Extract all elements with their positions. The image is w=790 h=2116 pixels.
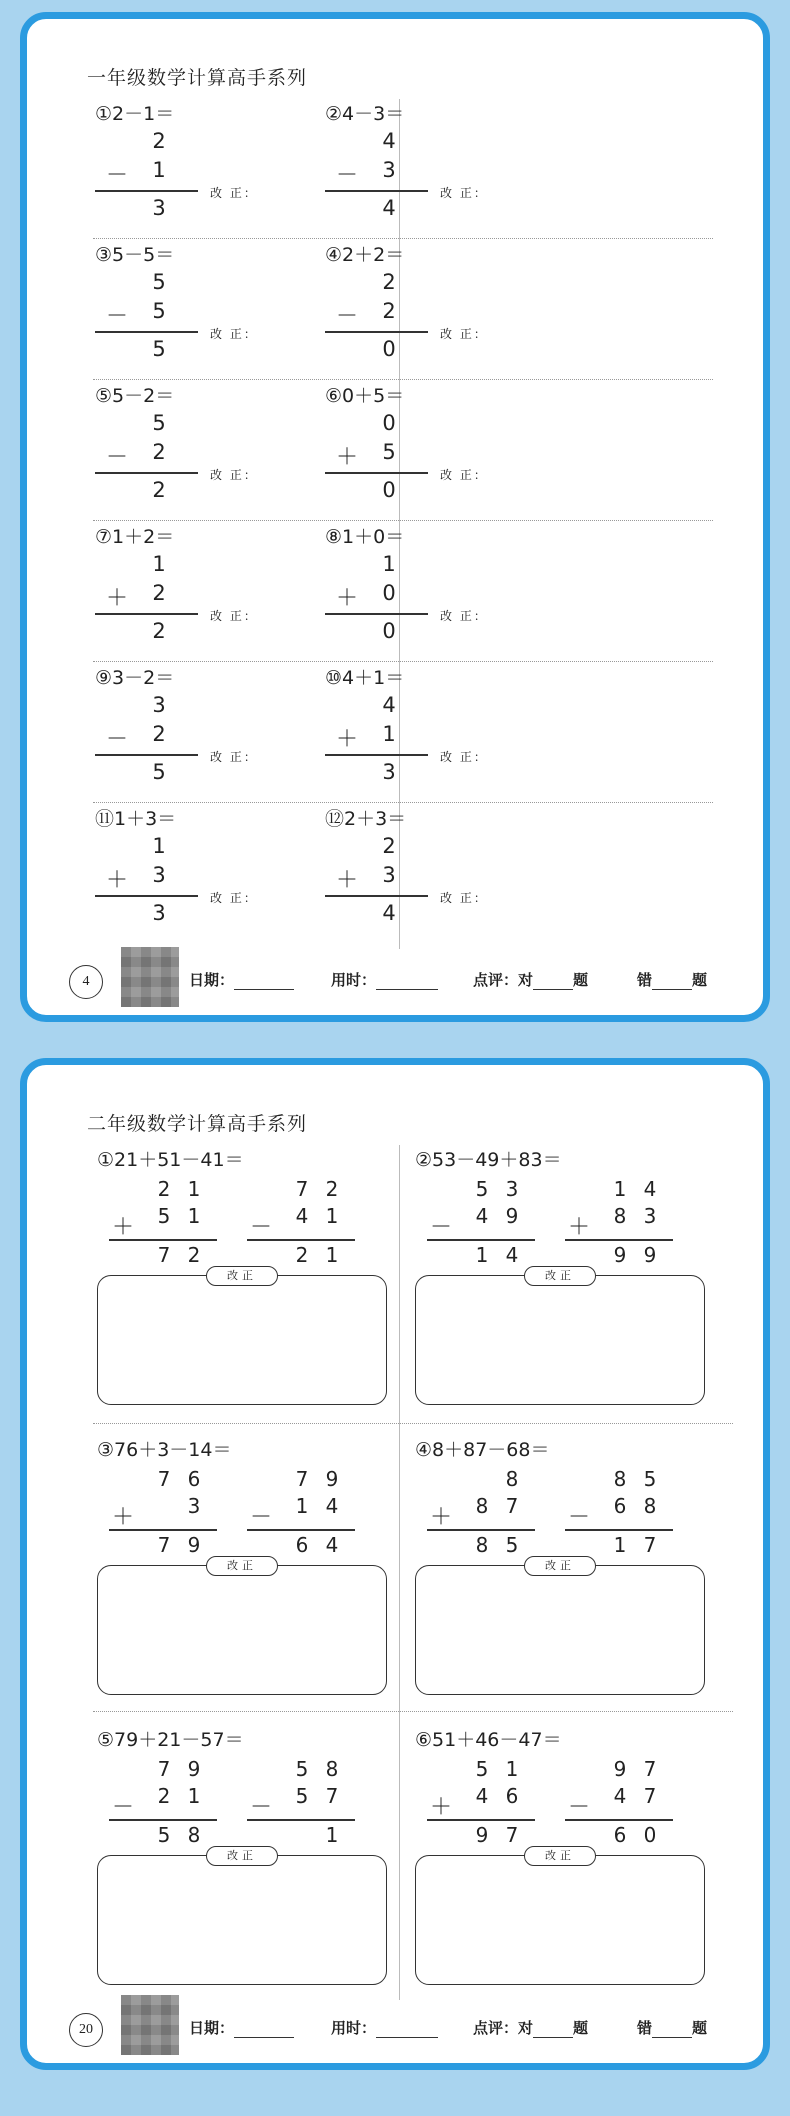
first-operand-digit: 7 xyxy=(643,1757,657,1781)
first-operand-digit: 1 xyxy=(505,1757,519,1781)
operator-sign: － xyxy=(567,1795,590,1820)
problem-expression: ③76＋3－14＝ xyxy=(97,1439,232,1461)
problem-expression: ⑦1＋2＝ xyxy=(95,526,175,548)
second-operand-digit: 3 xyxy=(187,1494,201,1518)
bottom-operand: 2 xyxy=(152,440,166,464)
sum-line xyxy=(325,472,428,474)
operator-sign: － xyxy=(335,304,358,329)
correction-label: 改 正： xyxy=(210,186,258,200)
result-digit[interactable]: 6 xyxy=(613,1823,627,1847)
result-digit[interactable]: 7 xyxy=(157,1533,171,1557)
column-calculation xyxy=(109,1757,217,1847)
correction-label: 改 正： xyxy=(210,609,258,623)
sum-line xyxy=(565,1529,673,1531)
correction-tag: 改正 xyxy=(206,1846,278,1866)
first-operand-digit: 2 xyxy=(325,1177,339,1201)
operator-sign: ＋ xyxy=(335,868,358,893)
pixelated-logo xyxy=(121,1995,179,2055)
worksheet-grade2 xyxy=(20,1058,770,2070)
bottom-operand: 3 xyxy=(382,158,396,182)
correction-box[interactable] xyxy=(415,1269,705,1405)
problem-item xyxy=(325,663,625,803)
answer-result[interactable]: 3 xyxy=(152,196,166,220)
correction-label: 改 正： xyxy=(440,327,488,341)
first-operand-digit: 9 xyxy=(187,1757,201,1781)
operator-sign: － xyxy=(249,1505,272,1530)
answer-result[interactable]: 0 xyxy=(382,619,396,643)
second-operand-digit: 8 xyxy=(643,1494,657,1518)
sum-line xyxy=(95,331,198,333)
column-calculation xyxy=(109,1467,217,1557)
sum-line xyxy=(325,331,428,333)
pixelated-logo xyxy=(121,947,179,1007)
operator-sign: － xyxy=(105,304,128,329)
first-operand-digit: 7 xyxy=(295,1467,309,1491)
sum-line xyxy=(325,613,428,615)
column-calculation xyxy=(109,1177,217,1267)
problem-item xyxy=(415,1145,733,1430)
wrong-suffix: 题 xyxy=(692,971,708,989)
operator-sign: － xyxy=(105,163,128,188)
problem-item xyxy=(97,1435,415,1720)
top-operand: 2 xyxy=(152,129,166,153)
time-field[interactable] xyxy=(331,969,438,990)
second-operand-digit: 8 xyxy=(613,1204,627,1228)
answer-result[interactable]: 3 xyxy=(152,901,166,925)
wrong-label: 错 xyxy=(637,2019,653,2037)
first-operand-digit: 8 xyxy=(325,1757,339,1781)
sum-line xyxy=(109,1819,217,1821)
result-digit[interactable]: 1 xyxy=(475,1243,489,1267)
result-digit[interactable]: 5 xyxy=(505,1533,519,1557)
first-operand-digit: 5 xyxy=(295,1757,309,1781)
problem-expression: ⑥51＋46－47＝ xyxy=(415,1729,562,1751)
second-operand-digit: 7 xyxy=(505,1494,519,1518)
result-digit[interactable]: 2 xyxy=(187,1243,201,1267)
second-operand-digit: 4 xyxy=(475,1784,489,1808)
first-operand-digit: 3 xyxy=(505,1177,519,1201)
operator-sign: － xyxy=(105,445,128,470)
problem-expression: ⑪1＋3＝ xyxy=(95,808,177,830)
problem-expression: ⑤79＋21－57＝ xyxy=(97,1729,244,1751)
top-operand: 4 xyxy=(382,129,396,153)
sum-line xyxy=(325,895,428,897)
bottom-operand: 5 xyxy=(382,440,396,464)
result-digit[interactable]: 9 xyxy=(613,1243,627,1267)
bottom-operand: 5 xyxy=(152,299,166,323)
second-operand-digit: 7 xyxy=(643,1784,657,1808)
problem-expression: ④8＋87－68＝ xyxy=(415,1439,550,1461)
problem-expression: ③5－5＝ xyxy=(95,244,175,266)
correction-tag: 改正 xyxy=(524,1556,596,1576)
answer-result[interactable]: 0 xyxy=(382,478,396,502)
column-calculation xyxy=(565,1177,673,1267)
column-calculation xyxy=(427,1467,535,1557)
top-operand: 1 xyxy=(382,552,396,576)
time-label: 用时： xyxy=(331,2019,377,2037)
top-operand: 2 xyxy=(382,270,396,294)
answer-result[interactable]: 5 xyxy=(152,337,166,361)
result-digit[interactable]: 7 xyxy=(505,1823,519,1847)
first-operand-digit: 7 xyxy=(157,1467,171,1491)
right-suffix: 题 xyxy=(573,971,589,989)
correction-tag: 改正 xyxy=(206,1266,278,1286)
second-operand-digit: 4 xyxy=(295,1204,309,1228)
operator-sign: ＋ xyxy=(105,586,128,611)
column-calculation xyxy=(427,1177,535,1267)
top-operand: 1 xyxy=(152,552,166,576)
correction-label: 改 正： xyxy=(440,750,488,764)
date-field[interactable] xyxy=(189,2017,294,2038)
operator-sign: － xyxy=(249,1215,272,1240)
operator-sign: － xyxy=(105,727,128,752)
problem-item xyxy=(415,1725,733,2010)
comment-label: 点评：对 xyxy=(473,2019,534,2037)
second-operand-digit: 1 xyxy=(187,1784,201,1808)
page-number: 4 xyxy=(69,965,103,999)
result-digit[interactable]: 9 xyxy=(475,1823,489,1847)
answer-result[interactable]: 2 xyxy=(152,619,166,643)
problem-item xyxy=(97,1145,415,1430)
correction-label: 改 正： xyxy=(210,891,258,905)
correction-label: 改 正： xyxy=(440,468,488,482)
bottom-operand: 3 xyxy=(152,863,166,887)
problem-item xyxy=(325,240,625,380)
column-calculation xyxy=(565,1757,673,1847)
problem-item xyxy=(325,522,625,662)
problem-expression: ⑥0＋5＝ xyxy=(325,385,405,407)
sum-line xyxy=(109,1529,217,1531)
second-operand-digit: 2 xyxy=(157,1784,171,1808)
problem-expression: ⑧1＋0＝ xyxy=(325,526,405,548)
operator-sign: ＋ xyxy=(567,1215,590,1240)
second-operand-digit: 1 xyxy=(295,1494,309,1518)
score-wrong-field[interactable] xyxy=(637,969,707,990)
first-operand-digit: 7 xyxy=(295,1177,309,1201)
first-operand-digit: 2 xyxy=(157,1177,171,1201)
problem-expression: ②4－3＝ xyxy=(325,103,405,125)
problem-expression: ②53－49＋83＝ xyxy=(415,1149,562,1171)
time-field[interactable] xyxy=(331,2017,438,2038)
bottom-operand: 2 xyxy=(382,299,396,323)
second-operand-digit: 6 xyxy=(613,1494,627,1518)
result-digit[interactable]: 8 xyxy=(475,1533,489,1557)
problem-item xyxy=(415,1435,733,1720)
score-right-field[interactable] xyxy=(473,969,588,990)
wrong-suffix: 题 xyxy=(692,2019,708,2037)
column-calculation xyxy=(247,1757,355,1847)
answer-result[interactable]: 3 xyxy=(382,760,396,784)
column-calculation xyxy=(427,1757,535,1847)
operator-sign: ＋ xyxy=(105,868,128,893)
top-operand: 1 xyxy=(152,834,166,858)
result-digit[interactable]: 4 xyxy=(505,1243,519,1267)
correction-label: 改 正： xyxy=(440,186,488,200)
sum-line xyxy=(247,1819,355,1821)
result-digit[interactable]: 9 xyxy=(187,1533,201,1557)
problem-expression: ⑫2＋3＝ xyxy=(325,808,407,830)
page-title: 一年级数学计算高手系列 xyxy=(87,67,308,89)
date-label: 日期： xyxy=(189,2019,235,2037)
sum-line xyxy=(325,190,428,192)
second-operand-digit: 4 xyxy=(613,1784,627,1808)
first-operand-digit: 5 xyxy=(475,1757,489,1781)
sum-line xyxy=(95,613,198,615)
problem-expression: ①21＋51－41＝ xyxy=(97,1149,244,1171)
bottom-operand: 2 xyxy=(152,722,166,746)
sum-line xyxy=(247,1529,355,1531)
problem-item xyxy=(325,804,625,944)
top-operand: 5 xyxy=(152,411,166,435)
first-operand-digit: 1 xyxy=(613,1177,627,1201)
score-wrong-field[interactable] xyxy=(637,2017,707,2038)
second-operand-digit: 4 xyxy=(475,1204,489,1228)
sum-line xyxy=(247,1239,355,1241)
operator-sign: ＋ xyxy=(111,1505,134,1530)
bottom-operand: 1 xyxy=(382,722,396,746)
top-operand: 4 xyxy=(382,693,396,717)
sum-line xyxy=(109,1239,217,1241)
problem-expression: ⑨3－2＝ xyxy=(95,667,175,689)
result-digit[interactable]: 9 xyxy=(643,1243,657,1267)
operator-sign: ＋ xyxy=(429,1795,452,1820)
bottom-operand: 0 xyxy=(382,581,396,605)
second-operand-digit: 4 xyxy=(325,1494,339,1518)
page-footer xyxy=(27,955,763,1001)
page-footer xyxy=(27,2003,763,2049)
first-operand-digit: 6 xyxy=(187,1467,201,1491)
correction-box[interactable] xyxy=(415,1849,705,1985)
right-suffix: 题 xyxy=(573,2019,589,2037)
result-digit[interactable]: 0 xyxy=(643,1823,657,1847)
second-operand-digit: 5 xyxy=(295,1784,309,1808)
sum-line xyxy=(565,1819,673,1821)
wrong-label: 错 xyxy=(637,971,653,989)
result-digit[interactable]: 5 xyxy=(157,1823,171,1847)
top-operand: 0 xyxy=(382,411,396,435)
correction-label: 改 正： xyxy=(440,609,488,623)
sum-line xyxy=(95,895,198,897)
first-operand-digit: 5 xyxy=(643,1467,657,1491)
second-operand-digit: 5 xyxy=(157,1204,171,1228)
first-operand-digit: 8 xyxy=(505,1467,519,1491)
result-digit[interactable]: 8 xyxy=(187,1823,201,1847)
correction-tag: 改正 xyxy=(206,1556,278,1576)
problem-expression: ⑤5－2＝ xyxy=(95,385,175,407)
bottom-operand: 2 xyxy=(152,581,166,605)
result-digit[interactable]: 7 xyxy=(643,1533,657,1557)
top-operand: 3 xyxy=(152,693,166,717)
result-digit[interactable]: 1 xyxy=(325,1243,339,1267)
date-field[interactable] xyxy=(189,969,294,990)
operator-sign: － xyxy=(111,1795,134,1820)
correction-box[interactable] xyxy=(97,1849,387,1985)
column-calculation xyxy=(247,1177,355,1267)
answer-result[interactable]: 2 xyxy=(152,478,166,502)
top-operand: 2 xyxy=(382,834,396,858)
first-operand-digit: 9 xyxy=(325,1467,339,1491)
operator-sign: － xyxy=(335,163,358,188)
problem-expression: ⑩4＋1＝ xyxy=(325,667,405,689)
first-operand-digit: 5 xyxy=(475,1177,489,1201)
answer-result[interactable]: 4 xyxy=(382,901,396,925)
correction-box[interactable] xyxy=(97,1269,387,1405)
sum-line xyxy=(427,1239,535,1241)
operator-sign: ＋ xyxy=(111,1215,134,1240)
problem-item xyxy=(97,1725,415,2010)
correction-tag: 改正 xyxy=(524,1266,596,1286)
answer-result[interactable]: 5 xyxy=(152,760,166,784)
correction-tag: 改正 xyxy=(524,1846,596,1866)
operator-sign: － xyxy=(249,1795,272,1820)
page-title: 二年级数学计算高手系列 xyxy=(87,1113,308,1135)
sum-line xyxy=(95,754,198,756)
result-digit[interactable]: 1 xyxy=(325,1823,339,1847)
operator-sign: ＋ xyxy=(335,586,358,611)
answer-result[interactable]: 0 xyxy=(382,337,396,361)
first-operand-digit: 1 xyxy=(187,1177,201,1201)
first-operand-digit: 9 xyxy=(613,1757,627,1781)
result-digit[interactable]: 1 xyxy=(613,1533,627,1557)
problem-item xyxy=(325,99,625,239)
result-digit[interactable]: 7 xyxy=(157,1243,171,1267)
date-label: 日期： xyxy=(189,971,235,989)
second-operand-digit: 1 xyxy=(187,1204,201,1228)
operator-sign: － xyxy=(429,1215,452,1240)
second-operand-digit: 8 xyxy=(475,1494,489,1518)
correction-label: 改 正： xyxy=(440,891,488,905)
sum-line xyxy=(325,754,428,756)
worksheet-grade1 xyxy=(20,12,770,1022)
page-number: 20 xyxy=(69,2013,103,2047)
sum-line xyxy=(427,1529,535,1531)
operator-sign: ＋ xyxy=(335,445,358,470)
problem-item xyxy=(325,381,625,521)
bottom-operand: 3 xyxy=(382,863,396,887)
first-operand-digit: 7 xyxy=(157,1757,171,1781)
top-operand: 5 xyxy=(152,270,166,294)
correction-label: 改 正： xyxy=(210,468,258,482)
column-calculation xyxy=(247,1467,355,1557)
sum-line xyxy=(565,1239,673,1241)
second-operand-digit: 3 xyxy=(643,1204,657,1228)
second-operand-digit: 9 xyxy=(505,1204,519,1228)
problem-expression: ④2＋2＝ xyxy=(325,244,405,266)
first-operand-digit: 8 xyxy=(613,1467,627,1491)
time-label: 用时： xyxy=(331,971,377,989)
operator-sign: ＋ xyxy=(335,727,358,752)
result-digit[interactable]: 4 xyxy=(325,1533,339,1557)
first-operand-digit: 4 xyxy=(643,1177,657,1201)
result-digit[interactable]: 2 xyxy=(295,1243,309,1267)
sum-line xyxy=(95,472,198,474)
result-digit[interactable]: 6 xyxy=(295,1533,309,1557)
sum-line xyxy=(427,1819,535,1821)
problem-expression: ①2－1＝ xyxy=(95,103,175,125)
sum-line xyxy=(95,190,198,192)
second-operand-digit: 1 xyxy=(325,1204,339,1228)
second-operand-digit: 7 xyxy=(325,1784,339,1808)
comment-label: 点评：对 xyxy=(473,971,534,989)
correction-box[interactable] xyxy=(415,1559,705,1695)
operator-sign: ＋ xyxy=(429,1505,452,1530)
answer-result[interactable]: 4 xyxy=(382,196,396,220)
correction-label: 改 正： xyxy=(210,750,258,764)
score-right-field[interactable] xyxy=(473,2017,588,2038)
column-calculation xyxy=(565,1467,673,1557)
second-operand-digit: 6 xyxy=(505,1784,519,1808)
operator-sign: － xyxy=(567,1505,590,1530)
bottom-operand: 1 xyxy=(152,158,166,182)
correction-label: 改 正： xyxy=(210,327,258,341)
correction-box[interactable] xyxy=(97,1559,387,1695)
